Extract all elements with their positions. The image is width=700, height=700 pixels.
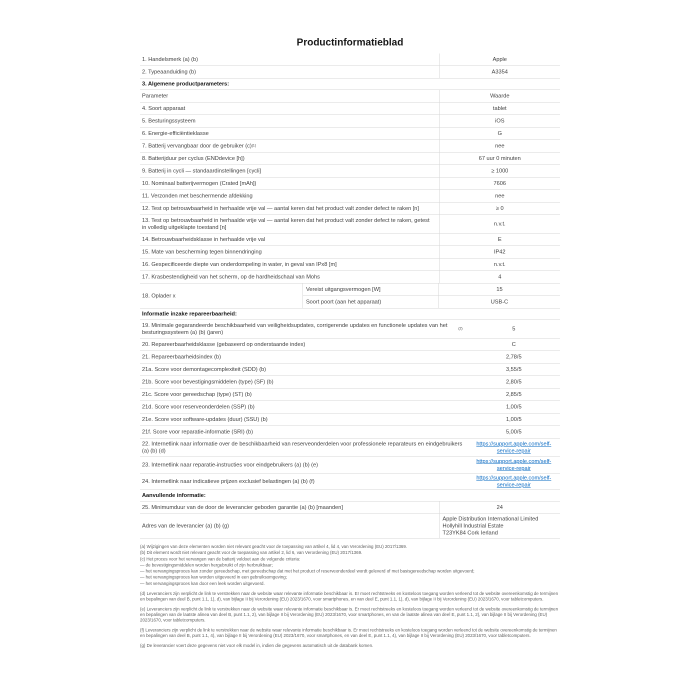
table-row: [140, 426, 560, 439]
table-row: [140, 439, 560, 458]
row-label: 1. Handelsmerk (a) (b): [142, 56, 198, 63]
footnote: — het vervangingsproces kan door een leek worden uitgevoerd.: [140, 580, 265, 586]
row-label: 6. Energie-efficiëntieklasse: [142, 130, 209, 137]
table-row: [140, 165, 560, 178]
subrow-label: Soort poort (aan het apparaat): [303, 296, 439, 308]
row-label: 21a. Score voor demontagecomplexiteit (SDD) (b): [142, 366, 267, 373]
row-label: Parameter: [142, 93, 169, 99]
row-value: 2,78/5: [506, 354, 522, 360]
table-row: [140, 401, 560, 414]
row-label: 21. Repareerbaarheidsindex (b): [142, 354, 221, 360]
table-row: [140, 502, 560, 515]
row-label: 25. Minimumduur van de door de leverancier geboden garantie (a) (b) [maanden]: [142, 504, 343, 511]
table-row: [140, 215, 560, 234]
row-value: [468, 439, 560, 457]
table-row: [140, 203, 560, 216]
footnote: — de bevestigingsmiddelen worden hergebruikt of zijn herbruikbaar;: [140, 562, 273, 568]
table-row: [140, 140, 560, 153]
table-row: [140, 320, 560, 339]
page-title: Productinformatieblad: [296, 37, 404, 48]
row-value: n.v.t.: [439, 215, 560, 233]
row-label: 9. Batterij in cycli — standaardinstellingen [cycli]: [142, 168, 262, 174]
row-label: 10. Nominaal batterijvermogen (Crated [mAh]): [142, 180, 257, 187]
row-label: 20. Repareerbaarheidsklasse (gebaseerd op onderstaande index): [142, 341, 306, 348]
table-row: [140, 115, 560, 128]
charger-subrow: [303, 284, 560, 296]
table-row: [140, 66, 560, 79]
table-row: [140, 234, 560, 247]
footnote: (f) Leveranciers zijn verplicht de link te verstrekken naar de website waar relevante informatie beschikbaar is. Er moet rechtstreeks en kosteloos toegang worden verleend tot de website overeenkomstig de termijnen en bepalingen van deel B, punt 1.1, 4), van bijlage II bij Verordening (EU) 2023/1670, voor smartphones, en van deel E, punt 1.1, 4), van bijlage II bij Verordening (EU) 2023/1670, voor tabletcomputers.: [140, 627, 557, 639]
support-link[interactable]: https://support.apple.com/self-service-repair: [476, 441, 552, 454]
row-value: [468, 474, 560, 490]
row-label: 23. Internetlink naar reparatie-instructies voor eindgebruikers (a) (b) (e): [142, 462, 318, 468]
row-label: 24. Internetlink naar indicatieve prijzen exclusief belastingen (a) (b) (f): [142, 478, 315, 485]
row-value: n.v.t.: [439, 259, 560, 271]
support-link[interactable]: https://support.apple.com/self-service-repair: [476, 475, 552, 488]
row-label: 22. Internetlink naar informatie over de beschikbaarheid van reserveonderdelen voor professionele reparateurs en eindgebruikers (a) (b) (d): [142, 441, 463, 454]
footnote: (e) Leveranciers zijn verplicht de link te verstrekken naar de website waar relevante informatie beschikbaar is. Er moet rechtstreeks en kosteloos toegang worden verleend tot de website overeenkomstig de termijnen en bepalingen van de laatste alinea van deel B, punt 1.1, 2), van bijlage II bij Verordening (EU) 2023/1670, voor smartphones, en van de laatste alinea van deel E, punt 1.1, 2), van bijlage II bij Verordening (EU) 2023/1670, voor tabletcomputers.: [140, 606, 559, 623]
address-line: Apple Distribution International Limited: [442, 516, 539, 522]
row-label: 4. Soort apparaat: [142, 105, 186, 112]
product-information-sheet: [140, 37, 560, 649]
footnotes: [140, 544, 560, 649]
footnote: — het vervangingsproces kan zonder gereedschap, met gereedschap dat met het product of reserveonderdeel wordt geleverd of met basisgereedschap worden uitgevoerd;: [140, 568, 475, 574]
row-label: 7. Batterij vervangbaar door de gebruiker (c) (1): [142, 143, 257, 149]
row-value: 3,55/5: [506, 366, 522, 373]
charger-subrow: [303, 296, 560, 309]
row-value: 2,85/5: [506, 391, 522, 398]
row-label: 12. Test op betrouwbaarheid in herhaalde vrije val — aantal keren dat het product valt zonder defect te raken [n]: [142, 205, 419, 212]
table-row: [140, 259, 560, 272]
row-value: Waarde: [439, 90, 560, 102]
table-row: [140, 351, 560, 364]
row-label: 21b. Score voor bevestigingsmiddelen (type) (SF) (b): [142, 379, 274, 385]
row-label: 11. Verzonden met beschermende afdekking: [142, 193, 253, 199]
table-row: [140, 190, 560, 203]
row-label: 2. Typeaanduiding (b): [142, 69, 197, 75]
table-row: [140, 339, 560, 352]
row-value: 1,00/5: [506, 404, 522, 410]
row-value: 5,00/5: [506, 429, 522, 435]
charger-row: [140, 284, 560, 309]
row-value: nee: [439, 140, 560, 152]
footnote: (d) Leveranciers zijn verplicht de link te verstrekken naar de website waar relevante informatie beschikbaar is. Er moet rechtstreeks en kosteloos toegang worden verleend tot de website overeenkomstig de termijnen en bepalingen van deel B, punt 1.1, 1), d), van bijlage II bij Verordening (EU) 2023/1670, voor smartphones, en van deel E, punt 1.1, 1), d), van bijlage II bij Verordening (EU) 2023/1670, voor tabletcomputers.: [140, 591, 559, 602]
support-link[interactable]: https://support.apple.com/self-service-repair: [476, 458, 552, 472]
table-row: [140, 128, 560, 141]
subrow-value: USB-C: [490, 299, 509, 305]
row-value: [439, 514, 560, 538]
footnote: (a) Wijzigingen van deze elementen worden niet relevant geacht voor de toepassing van artikel 4, lid 4, van Verordening (EU) 2017/1369.: [140, 544, 407, 549]
table-row: [140, 514, 560, 539]
table-row: [140, 103, 560, 116]
table-row: [140, 246, 560, 259]
row-value: G: [439, 128, 560, 140]
row-value: C: [511, 341, 516, 348]
row-value: 5: [512, 326, 516, 332]
row-label: 15. Mate van bescherming tegen binnendringing: [142, 249, 262, 255]
row-label: 21e. Score voor software-updates (duur) (SSU) (b): [142, 416, 268, 423]
row-value: ≥ 1000: [439, 165, 560, 177]
row-value: [468, 457, 560, 473]
section-header: Aanvullende informatie:: [140, 490, 560, 502]
table-row: [140, 271, 560, 284]
row-label: 14. Betrouwbaarheidsklasse in herhaalde vrije val: [142, 236, 266, 243]
row-label: 21c. Score voor gereedschap (type) (ST) (b): [142, 391, 252, 398]
footnote: (g) De leverancier voert deze gegevens niet voor elk model in, indien die gegevens automatisch uit de databank komen.: [140, 643, 374, 649]
row-label: 18. Oplader x: [140, 284, 303, 309]
row-value: tablet: [439, 103, 560, 115]
footnote: — het vervangingsproces kan worden uitgevoerd in een gebruiksomgeving;: [140, 574, 287, 580]
row-label: 16. Gespecificeerde diepte van onderdompeling in water, in geval van IPx8 [m]: [142, 261, 337, 268]
table-row: [140, 54, 560, 67]
row-value: Apple: [439, 54, 560, 66]
table-row: [140, 90, 560, 103]
row-value: 67 uur 0 minuten: [439, 153, 560, 165]
subrow-value: 15: [496, 286, 503, 293]
row-value: 2,80/5: [506, 379, 522, 385]
table-row: [140, 153, 560, 166]
table-row: [140, 474, 560, 491]
footnote: (c) Het proces voor het vervangen van de batterij voldoet aan de volgende criteria:: [140, 556, 301, 562]
row-value: 7606: [439, 178, 560, 190]
row-label: 17. Krasbestendigheid van het scherm, op de hardheidschaal van Mohs: [142, 274, 320, 280]
row-value: 4: [439, 271, 560, 283]
table-row: [140, 376, 560, 389]
table-row: [140, 389, 560, 402]
row-label: 21d. Score voor reserveonderdelen (SSP) (b): [142, 404, 255, 410]
row-value: IP42: [439, 246, 560, 258]
row-value: 24: [439, 502, 560, 514]
row-value: A3354: [439, 66, 560, 78]
charger-subtable: [303, 284, 560, 309]
product-table: [140, 54, 560, 539]
row-label: 8. Batterijduur per cyclus (ENDdevice [h]): [142, 155, 245, 162]
section-header: 3. Algemene productparameters:: [140, 79, 560, 91]
address-line: T23YK84 Cork Ierland: [442, 530, 498, 536]
row-value: E: [439, 234, 560, 246]
subrow-label: Vereist uitgangsvermogen [W]: [303, 284, 439, 296]
section-header: Informatie inzake repareerbaarheid:: [140, 309, 560, 321]
row-value: 1,00/5: [506, 416, 522, 423]
address-line: Hollyhill Industrial Estate: [442, 523, 504, 529]
row-label: 21f. Score voor reparatie-informatie (SRI) (b): [142, 429, 253, 435]
row-value: iOS: [439, 115, 560, 127]
row-label: 13. Test op betrouwbaarheid in herhaalde vrije val — aantal keren dat het product valt zonder defect te raken, getest in volledig uitgeklapte toestand [n]: [142, 217, 430, 231]
table-row: [140, 364, 560, 377]
table-row: [140, 414, 560, 427]
table-row: [140, 457, 560, 474]
row-value: ≥ 0: [439, 203, 560, 215]
table-row: [140, 178, 560, 191]
footnote: (b) Dit element wordt niet relevant geacht voor de toepassing van artikel 2, lid 6, van Verordening (EU) 2017/1369.: [140, 550, 363, 556]
row-label: 5. Besturingssysteem: [142, 118, 196, 124]
row-label: 19. Minimale gegarandeerde beschikbaarheid van veiligheidsupdates, corrigerende updates en functionele updates van het besturingssysteem (a) (b) (jaren) (2): [142, 322, 463, 336]
row-label: Adres van de leverancier (a) (b) (g): [142, 523, 230, 529]
row-value: nee: [439, 190, 560, 202]
